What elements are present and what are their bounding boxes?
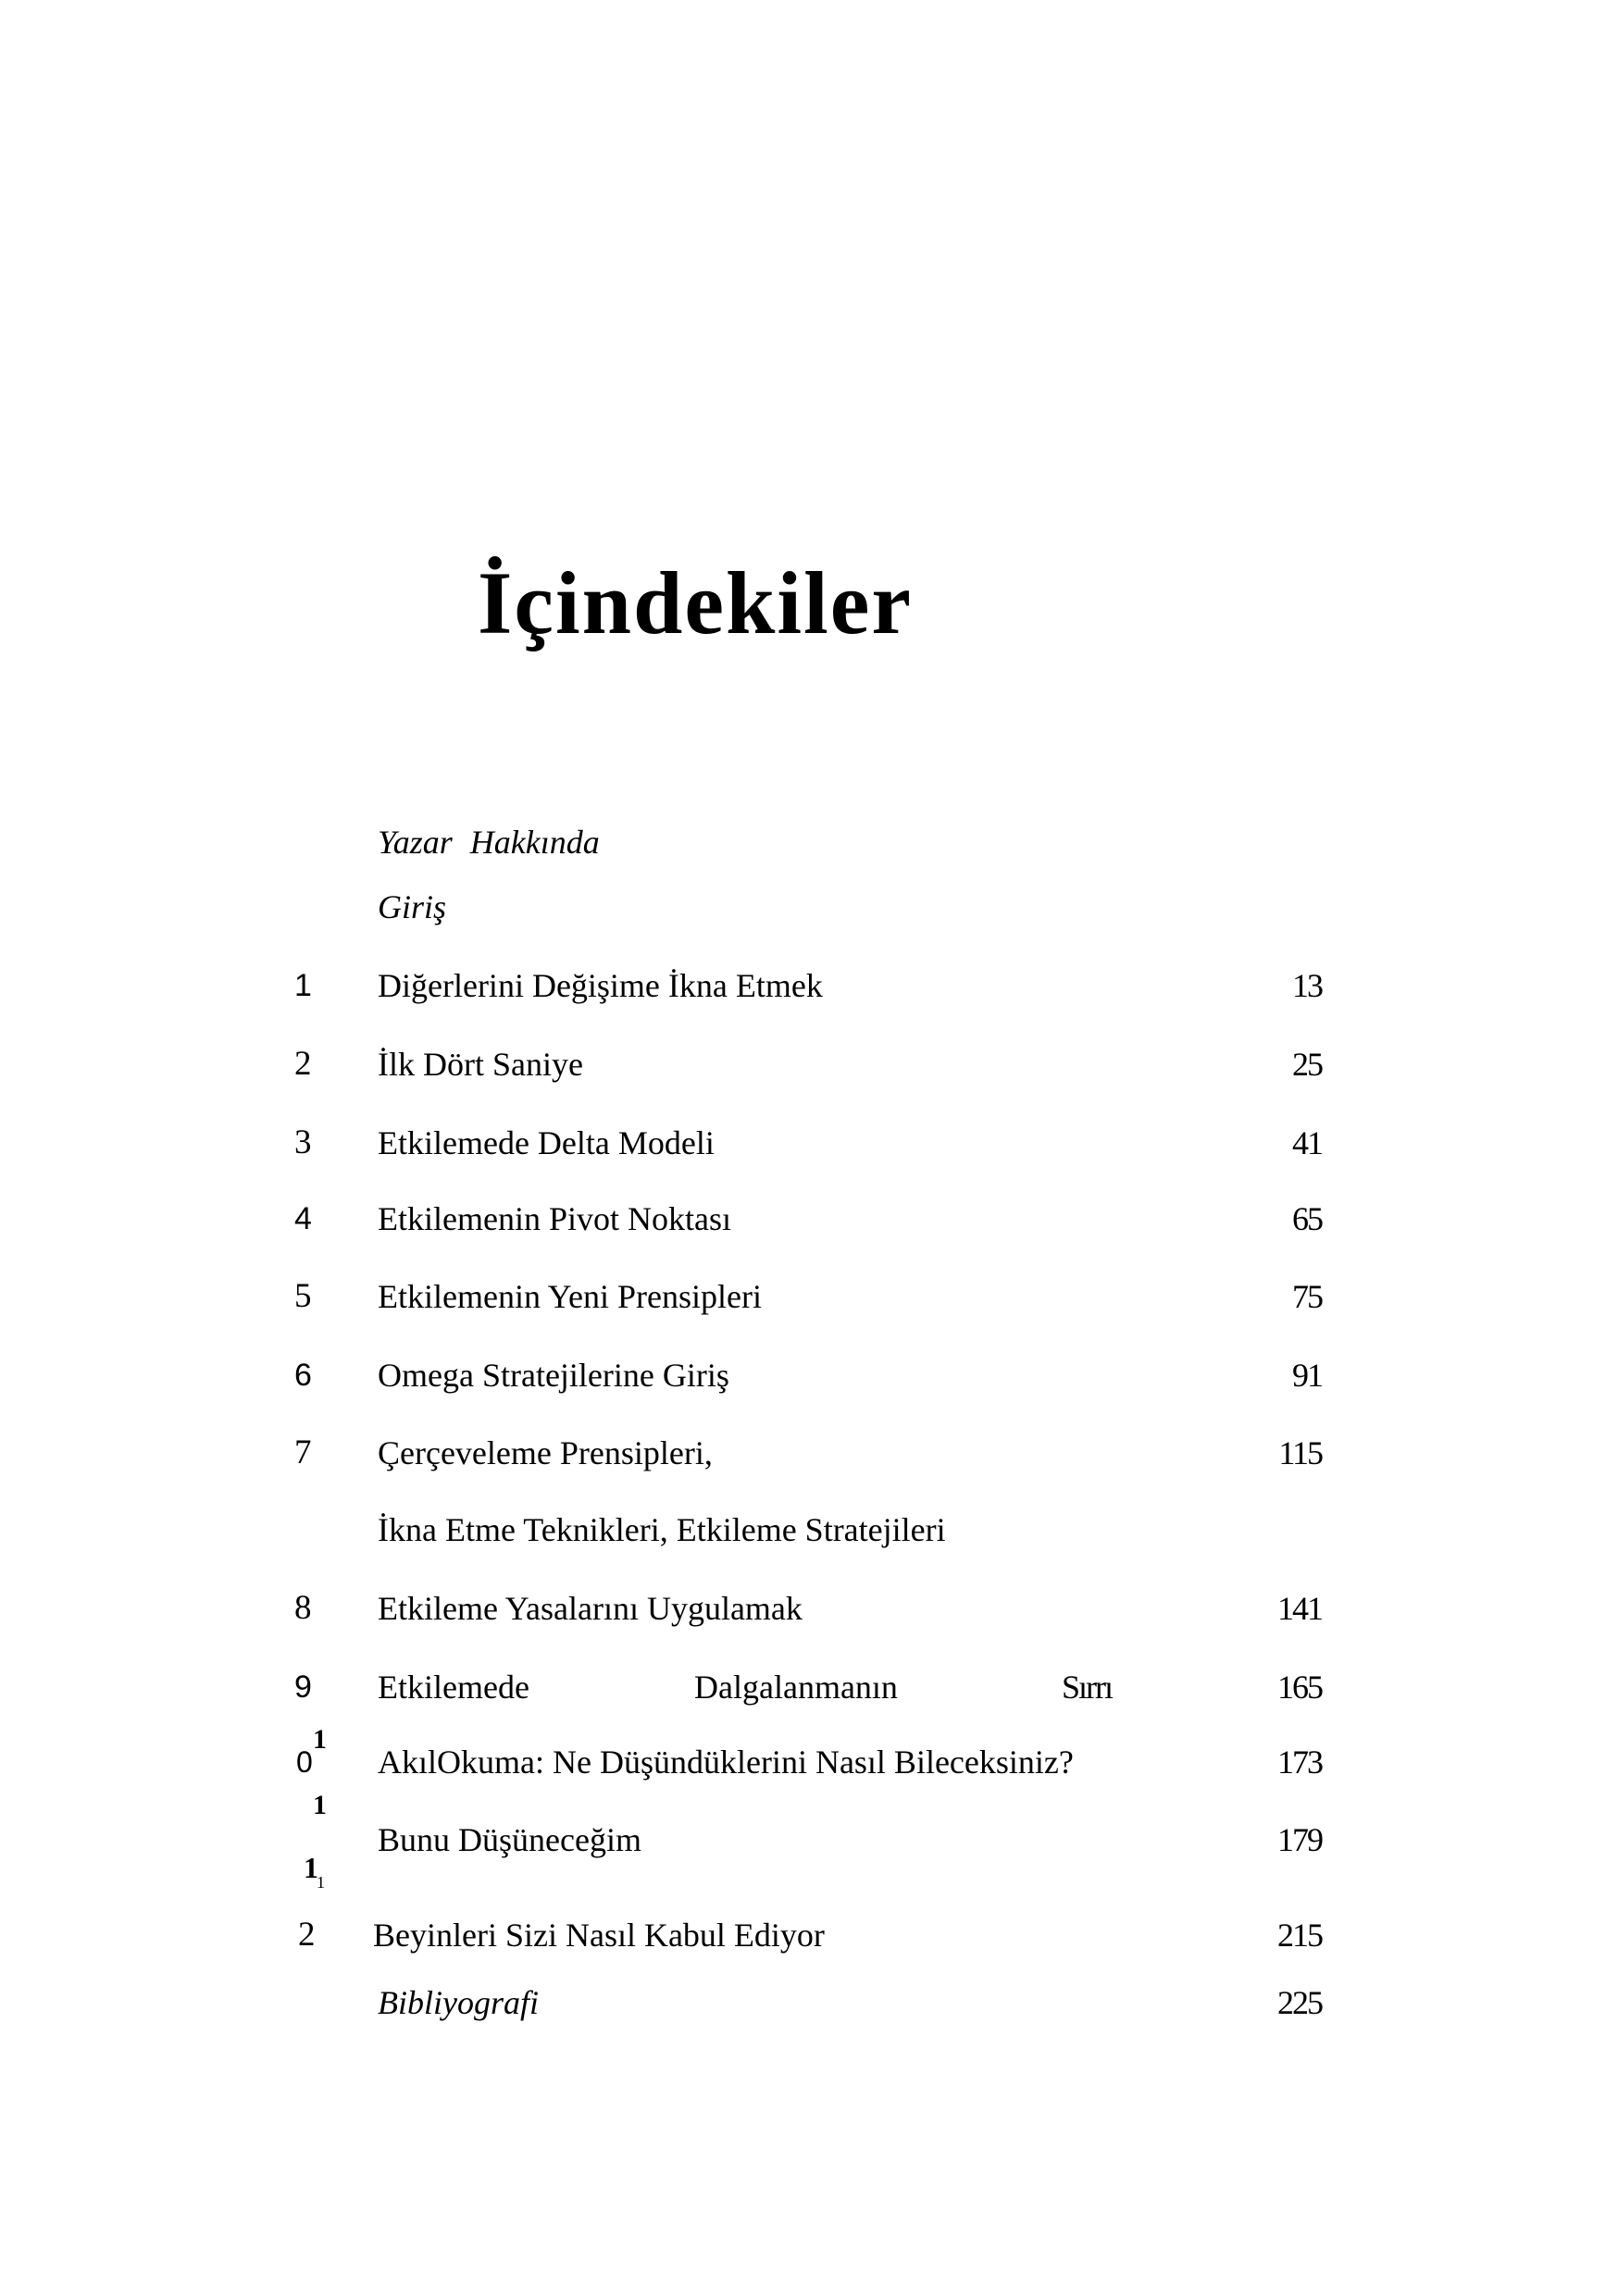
- chapter-title: Omega Stratejilerine Giriş: [378, 1357, 729, 1394]
- page-number: 179: [1277, 1821, 1322, 1858]
- chapter-title-part: Sırrı: [1062, 1669, 1113, 1706]
- toc-front-item: [0, 824, 1618, 861]
- page-number: 13: [1292, 967, 1322, 1004]
- chapter-number: 2: [294, 1045, 312, 1083]
- chapter-title: Etkilemenin Yeni Prensipleri: [378, 1278, 762, 1315]
- chapter-title: İkna Etme Teknikleri, Etkileme Stratejileri: [378, 1511, 946, 1548]
- toc-entry: [0, 1790, 1618, 1892]
- chapter-number-part: 1: [313, 1790, 327, 1820]
- back-matter-title: Bibliyografi: [378, 1984, 539, 2021]
- chapter-number: 4: [294, 1201, 312, 1236]
- toc-entry: [0, 1724, 1618, 1781]
- chapter-number: 1: [294, 968, 312, 1003]
- chapter-number: 7: [294, 1433, 312, 1471]
- toc-back-item: [0, 1984, 1618, 2021]
- chapter-number: 6: [294, 1358, 312, 1393]
- chapter-number-part: 0: [296, 1745, 313, 1779]
- page-number: 65: [1292, 1200, 1322, 1237]
- front-matter-title: Yazar Hakkında: [378, 824, 600, 861]
- chapter-title: Beyinleri Sizi Nasıl Kabul Ediyor: [373, 1917, 825, 1954]
- chapter-title-part: Etkilemede: [378, 1669, 529, 1706]
- chapter-title: İlk Dört Saniye: [378, 1046, 583, 1083]
- toc-entry: [0, 1278, 1618, 1315]
- chapter-title: Çerçeveleme Prensipleri,: [378, 1434, 713, 1471]
- front-matter-title: Giriş: [378, 888, 447, 925]
- toc-entry: [0, 1511, 1618, 1548]
- chapter-number-part: 1: [313, 1724, 327, 1755]
- toc-entry: [0, 967, 1618, 1004]
- toc-entry: [0, 1917, 1618, 1954]
- chapter-title: Diğerlerini Değişime İkna Etmek: [378, 967, 823, 1004]
- toc-entry: [0, 1357, 1618, 1394]
- toc-entry: [0, 1590, 1618, 1627]
- chapter-number: 2: [298, 1916, 316, 1954]
- chapter-number: 8: [294, 1589, 312, 1627]
- page-title: İçindekiler: [478, 553, 913, 652]
- toc-front-item: [0, 888, 1618, 925]
- chapter-number: 9: [294, 1669, 312, 1705]
- toc-entry: [0, 1046, 1618, 1083]
- toc-entry: [0, 1200, 1618, 1237]
- chapter-number-part: 1: [317, 1873, 325, 1892]
- page-number: 75: [1292, 1278, 1322, 1315]
- chapter-title: Etkilemede Delta Modeli: [378, 1124, 715, 1161]
- chapter-number: 3: [294, 1123, 312, 1161]
- page-number: 215: [1277, 1917, 1322, 1954]
- toc-entry: [0, 1434, 1618, 1471]
- toc-entry: [0, 1124, 1618, 1161]
- page-number: 173: [1277, 1744, 1322, 1781]
- page-number: 91: [1292, 1357, 1322, 1394]
- chapter-number: 5: [294, 1277, 312, 1315]
- chapter-title: Etkilemenin Pivot Noktası: [378, 1200, 731, 1237]
- page-number: 141: [1277, 1590, 1322, 1627]
- page-number: 25: [1292, 1046, 1322, 1083]
- page-number: 165: [1277, 1669, 1322, 1706]
- chapter-title: Etkileme Yasalarını Uygulamak: [378, 1590, 803, 1627]
- page-number: 225: [1277, 1984, 1322, 2021]
- chapter-title: Bunu Düşüneceğim: [378, 1821, 641, 1858]
- toc-entry: [0, 1669, 1618, 1706]
- chapter-title: AkılOkuma: Ne Düşündüklerini Nasıl Bileceksiniz?: [378, 1744, 1074, 1781]
- chapter-number-part: 1: [304, 1851, 318, 1884]
- chapter-title-part: Dalgalanmanın: [694, 1669, 898, 1706]
- page-number: 115: [1278, 1434, 1322, 1471]
- page-number: 41: [1292, 1124, 1322, 1161]
